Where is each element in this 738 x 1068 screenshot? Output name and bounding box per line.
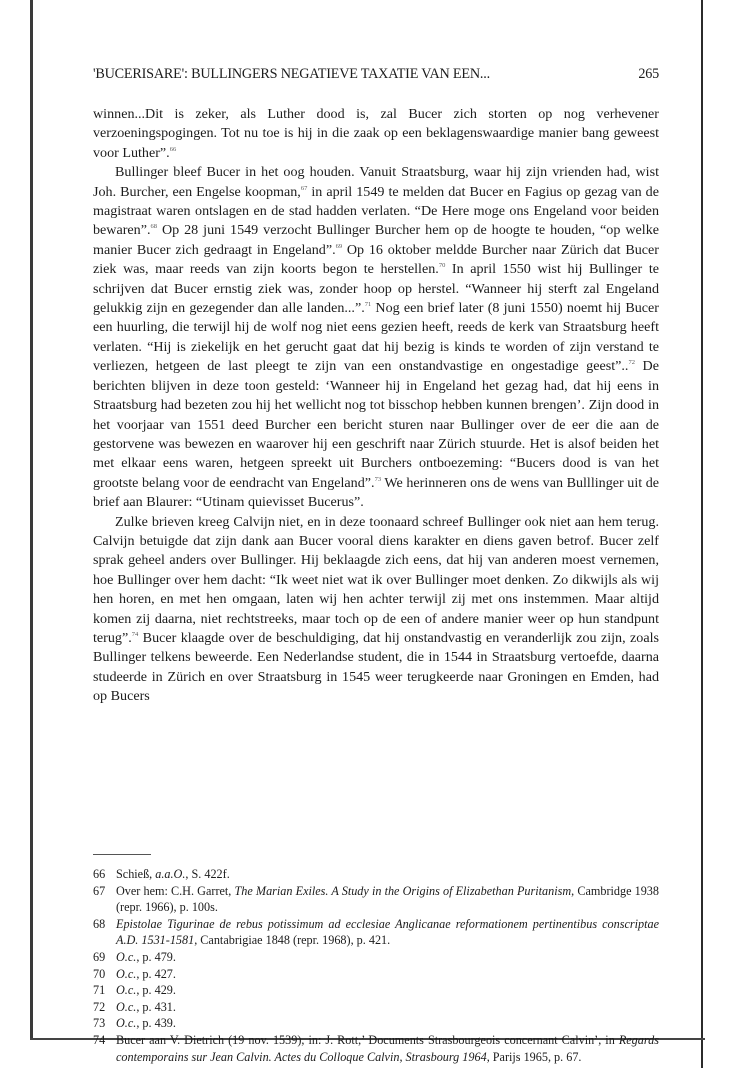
footnote-item <box>93 966 659 983</box>
footnote-item <box>93 883 659 916</box>
footnote-ref[interactable]: 74 <box>131 630 139 638</box>
text-run: Op 28 juni 1549 verzocht Bullinger Burcher hem op de hoogte te houden, “op welke manier Bucer zich gedraagt in Engeland”. <box>93 222 659 258</box>
footnote-title-italic: O.c. <box>116 983 137 998</box>
footnote-number: 73 <box>93 1016 106 1031</box>
body-text <box>93 105 659 707</box>
footnote-number: 68 <box>93 916 106 931</box>
footnote-text: , Parijs 1965, p. 67. <box>486 1049 582 1064</box>
footnote-item <box>93 1032 659 1065</box>
footnote-text: , Cambridge 1938 (repr. 1966), p. 100s. <box>116 883 659 915</box>
footnote-text: , S. 422f. <box>185 867 230 881</box>
text-run: winnen...Dit is zeker, als Luther dood is, zal Bucer zich storten op nog verhevener verzoeningspogingen. Tot nu toe is hij in die zaak op een beklagenswaardige manier bang geweest voor Luther”. <box>93 106 659 161</box>
footnote-text: , Cantabrigiae 1848 (repr. 1968), p. 421. <box>194 933 391 948</box>
footnote-item <box>93 916 659 949</box>
footnote-ref[interactable]: 71 <box>364 301 372 309</box>
page-edge-left <box>30 0 33 1040</box>
footnote-item <box>93 866 659 883</box>
footnote-number: 66 <box>93 867 106 881</box>
footnotes <box>93 866 659 1065</box>
footnote-text: , p. 479. <box>136 949 176 964</box>
text-run: In april 1550 wist hij Bullinger te schrijven dat Bucer ernstig ziek was, zonder hoop op herstel. “Wanneer hij sterft zal Engeland gelukkig zijn en gezegender dan alle landen...”. <box>93 261 660 317</box>
footnote-title-italic: Regards contemporains sur Jean Calvin. Actes du Colloque Calvin, Strasbourg 1964 <box>116 1032 659 1064</box>
footnote-text: , p. 427. <box>136 966 176 981</box>
text-run: We herinneren ons de wens van Bulllinger uit de brief aan Blaurer: “Utinam quievisset Bucerus”. <box>93 474 660 511</box>
footnote-title-italic: O.c. <box>116 949 137 964</box>
footnote-number: 72 <box>93 999 106 1014</box>
footnote-ref[interactable]: 69 <box>335 242 343 250</box>
footnote-text: , p. 431. <box>136 999 176 1014</box>
text-run: Zulke brieven kreeg Calvijn niet, en in deze toonaard schreef Bullinger ook niet aan hem terug. Calvijn betuigde dat zijn dank aan Bucer vooral diens karakter en diens gaven betrof. Bucer zelf sprak geheel anders over Bullinger. Hij beklaagde zich eens, dat hij van anderen moest vernemen, hoe Bullinger over hem dacht: “Ik weet niet wat ik over Bullinger moet denken. Zo dikwijls als wij hen horen, en met hen omgaan, laten wij hen achter terwijl zij met ons instemmen. Maar altijd komen zij daarna, niet rechtstreeks, maar toch op de een of andere manier weer op hun standpunt terug”. <box>93 513 659 646</box>
footnote-number: 70 <box>93 966 106 981</box>
footnote-item <box>93 949 659 966</box>
footnote-text: Schieß, <box>116 867 156 881</box>
body-paragraph <box>93 105 659 163</box>
footnote-ref[interactable]: 72 <box>628 359 635 367</box>
footnote-text: Bucer aan V. Dietrich (19 nov. 1539), in: J. Rott,’ Documents Strasbourgeois concernant Calvin’, in <box>116 1032 619 1047</box>
page-edge-right <box>701 0 703 1068</box>
footnote-item <box>93 999 659 1016</box>
footnote-title-italic: O.c. <box>116 966 137 981</box>
footnote-item <box>93 982 659 999</box>
footnote-ref[interactable]: 73 <box>374 475 382 483</box>
footnote-title-italic: O.c. <box>116 999 137 1014</box>
footnote-ref[interactable]: 70 <box>438 262 446 270</box>
footnote-number: 71 <box>93 983 106 998</box>
footnote-text: , p. 429. <box>136 983 176 998</box>
footnote-number: 67 <box>93 883 106 898</box>
page-number: 265 <box>638 66 659 82</box>
footnote-ref[interactable]: 68 <box>150 223 158 231</box>
footnote-title-italic: O.c. <box>116 1016 137 1031</box>
footnote-title-italic: a.a.O. <box>155 867 186 881</box>
footnote-text: Over hem: C.H. Garret, <box>116 883 235 898</box>
running-title: 'BUCERISARE': BULLINGERS NEGATIEVE TAXATIE VAN EEN... <box>93 66 490 82</box>
footnote-number: 74 <box>93 1032 106 1047</box>
footnote-number: 69 <box>93 949 106 964</box>
footnote-ref[interactable]: 67 <box>300 184 308 192</box>
text-run: Bucer klaagde over de beschuldiging, dat hij onstandvastig en veranderlijk zou zijn, zoals Bullinger telkens beweerde. Een Nederlandse student, die in 1544 in Straatsburg vertoefde, daarna studeerde in Zürich en over Straatsburg in 1545 weer terugkeerde naar Groningen en Emden, had op Bucers <box>93 629 659 705</box>
body-paragraph <box>93 513 659 707</box>
footnote-title-italic: The Marian Exiles. A Study in the Origins of Elizabethan Puritanism <box>234 883 572 898</box>
text-run: Op 16 oktober meldde Burcher naar Zürich dat Bucer ziek was, maar reeds van zijn koorts begon te herstellen. <box>93 241 659 278</box>
footnote-item <box>93 1015 659 1032</box>
text-run: Nog een brief later (8 juni 1550) noemt hij Bucer een huurling, die terwijl hij de wolf nog niet eens gezien heeft, reeds de kerk van Straatsburg heeft verlaten. “Hij is ziekelijk en het gerucht gaat dat hij bezig is kinds te worden of zijn verstand te verliezen, hetgeen de last pleegt te zijn van een onstandvastige en ongestadige geest”.. <box>93 300 660 375</box>
text-run: Bullinger bleef Bucer in het oog houden. Vanuit Straatsburg, waar hij zijn vrienden had, wist Joh. Burcher, een Engelse koopman, <box>93 164 659 200</box>
body-paragraph <box>93 163 659 512</box>
footnote-ref[interactable]: 66 <box>169 145 177 153</box>
footnote-title-italic: Epistolae Tigurinae de rebus potissimum ad ecclesiae Anglicanae reformationem pertinentibus conscriptae A.D. 1531-1581 <box>116 916 659 948</box>
text-run: in april 1549 te melden dat Bucer en Fagius op gezag van de magistraat waren ontslagen en de stad hadden verlaten. “De Here moge ons Engeland voor beiden bewaren”. <box>93 183 659 239</box>
text-run: De berichten blijven in deze toon gesteld: ‘Wanneer hij in Engeland het gezag had, dat hij eens in Straatsburg had bezeten zou hij het wellicht nog tot bisschop hebben kunnen brengen’. Zijn dood in het voorjaar van 1551 deed Burcher een bericht sturen naar Bullinger over de eer die aan de gestorvene was bewezen en waarover hij een geschrift naar Zürich stuurde. Het is alsof beiden het met elkaar eens waren, hetgeen spreekt uit Burchers ontboezeming: “Bucers dood is van het grootste belang voor de eendracht van Engeland”. <box>93 358 659 491</box>
footnote-text: , p. 439. <box>136 1016 176 1031</box>
footnote-separator <box>93 854 151 855</box>
